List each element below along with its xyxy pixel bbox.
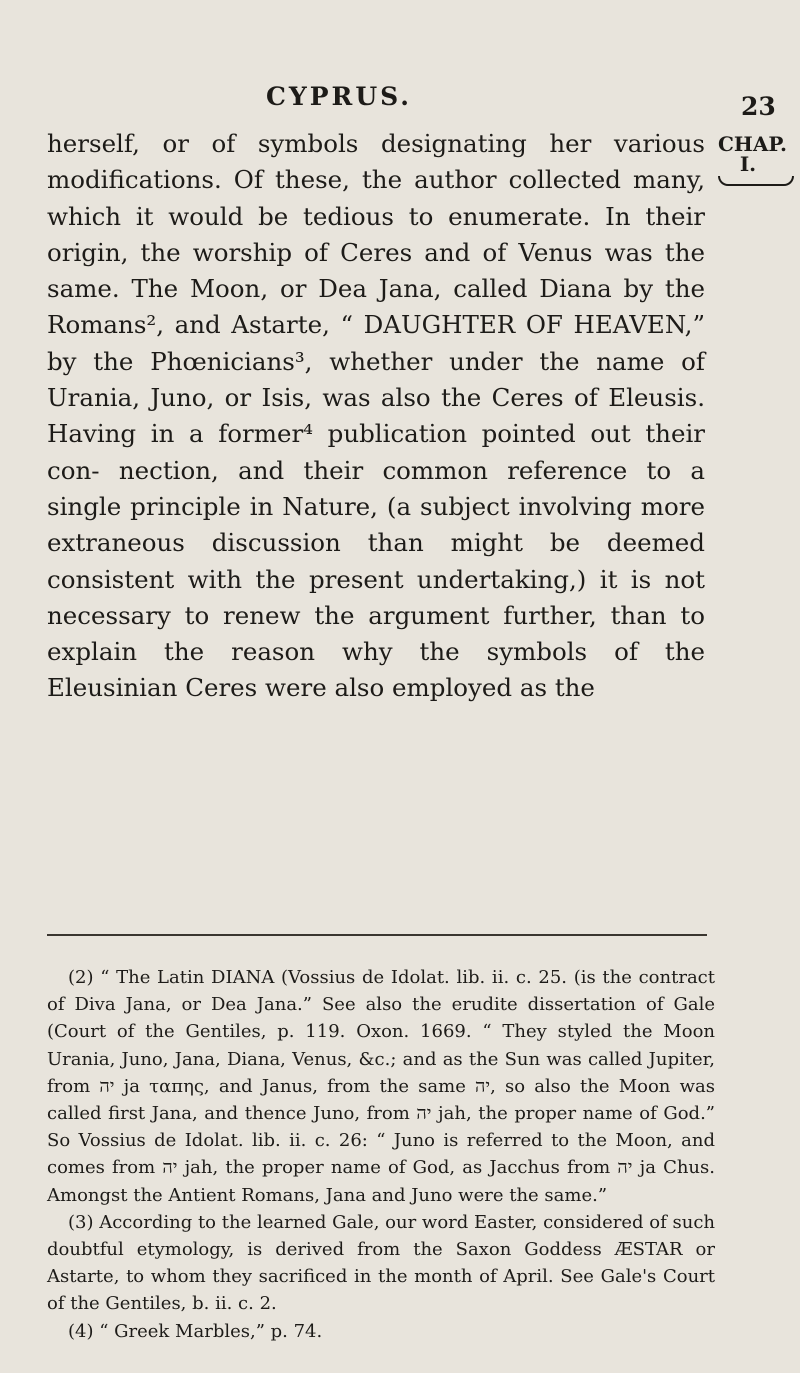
chapter-margin-note [718,134,800,186]
running-title: CYPRUS. [266,82,412,111]
footnote-2: (2) “ The Latin DIANA (Vossius de Idolat. lib. ii. c. 25. (is the contract of Diva Jana, or Dea Jana.” See also the erudite dissertation of Gale (Court of the Gentiles, p. 119. Oxon. 1669. “ They styled the Moon Urania, Juno, Jana, Diana, Venus, &c.; and as the Sun was called Jupiter, from יה ja ταπης, and Janus, from the same יה, so also the Moon was called first Jana, and thence Juno, from יה jah, the proper name of God.” So Vossius de Idolat. lib. ii. c. 26: “ Juno is referred to the Moon, and comes from יה jah, the proper name of God, as Jacchus from יה ja Chus. Amongst the Antient Romans, Jana and Juno were the same.” [47,967,715,1206]
chapter-numeral: I. [739,152,757,176]
footnote-3: (3) According to the learned Gale, our word Easter, considered of such doubtful etymology, is derived from the Saxon Goddess ÆSTAR or Astarte, to whom they sacrificed in the month of April. See Gale's Court of the Gentiles, b. ii. c. 2. [47,1211,715,1315]
body-paragraph: herself, or of symbols designating her various modifications. Of these, the author collected many, which it would be tedious to enumerate. In their origin, the worship of Ceres and of Venus was the same. The Moon, or Dea Jana, called Diana by the Romans², and Astarte, “ DAUGHTER OF HEAVEN,” by the Phœnicians³, whether under the name of Urania, Juno, or Isis, was also the Ceres of Eleusis. Having in a former⁴ publication pointed out their con- nection, and their common reference to a single principle in Nature, (a subject involving more extraneous discussion than might be deemed consistent with the present undertaking,) it is not necessary to renew the argument further, than to explain the reason why the symbols of the Eleusinian Ceres were also employed as the [47,129,705,703]
brace-ornament [718,176,794,186]
chapter-label: CHAP. [718,132,788,156]
footnote-divider [47,934,707,936]
main-body-text [47,126,705,707]
page-number: 23 [741,92,776,121]
footnotes [47,964,715,1345]
footnote-4: (4) “ Greek Marbles,” p. 74. [68,1320,323,1342]
